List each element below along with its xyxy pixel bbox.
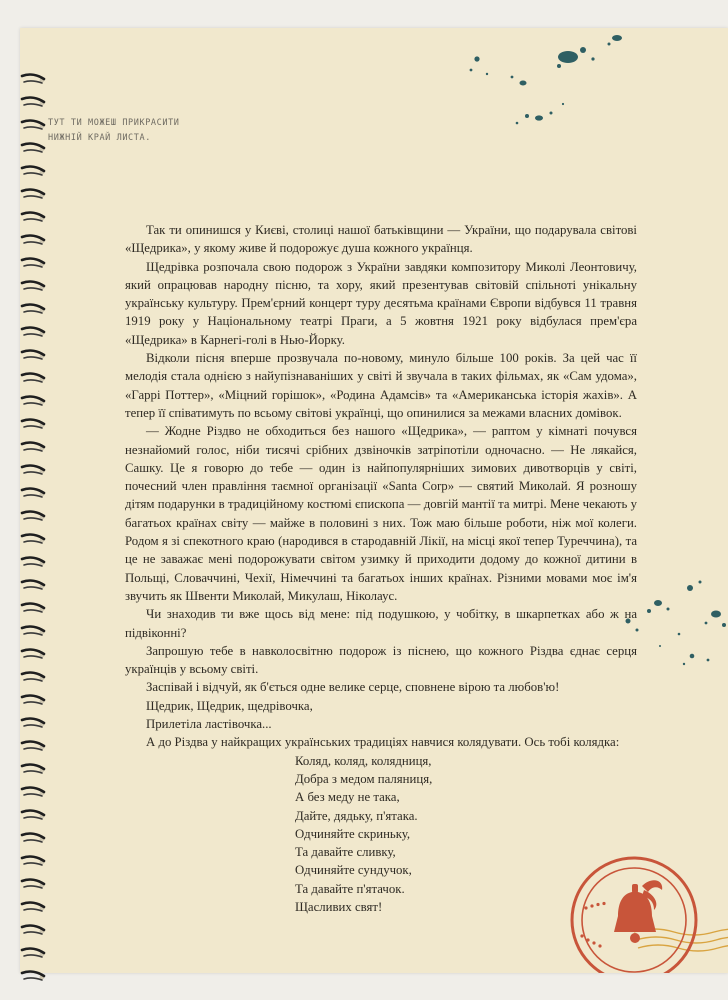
- paragraph-carol-intro: А до Різдва у найкращих українських традиціях навчися колядувати. Ось тобі колядка:: [146, 735, 620, 750]
- paragraph-saint-nicholas: — Жодне Різдво не обходиться без нашого «Щедрика», — раптом у кімнаті почувся незнайомий голос, ніби тисячі срібних дзвіночків затріпотіли одночасно. — Не лякайся, Сашку. Це я говорю до тебе — один із найпопулярніших зимових дивотворців у світі, почесний член правління таємної організації «Santa Corp» — святий Миколай. Я розношу дітям подарунки в традиційному костюмі єпископа — довгій мантії та митрі. Мене чекають у багатьох країнах світу — майже в половині з них. Тож маю більше роботи, ніж мої колеги. Родом я зі спекотного краю (народився в стародавній Лікії, на місці якої тепер Туреччина), та це не заважає мені подорожувати світом узимку й приходити додому до кожної дитини в Польщі, Словаччині, Чехії, Німеччині та багатьох інших країнах. Різними мовами моє ім'я звучить як Швенти Миколай, Микулаш, Ніколаус.: [125, 424, 637, 603]
- spiral-coil: [22, 811, 44, 819]
- spiral-coil: [22, 466, 44, 474]
- ink-splatter-icon: [465, 30, 630, 130]
- decorate-note-line-1: ТУТ ТИ МОЖЕШ ПРИКРАСИТИ: [48, 118, 180, 128]
- paragraph-question: Чи знаходив ти вже щось від мене: під подушкою, у чобітку, в шкарпетках або ж на підвіконні?: [125, 607, 637, 640]
- song-line-1: Щедрик, Щедрик, щедрівочка,: [146, 698, 313, 713]
- spiral-coil: [22, 604, 44, 612]
- spiral-coil: [22, 673, 44, 681]
- spiral-coil: [22, 834, 44, 842]
- spiral-coil: [22, 903, 44, 911]
- spiral-coil: [22, 236, 44, 244]
- spiral-binding-icon: [20, 68, 60, 998]
- spiral-coil: [22, 558, 44, 566]
- spiral-coil: [22, 742, 44, 750]
- spiral-coil: [22, 190, 44, 198]
- notebook-page: [20, 28, 728, 973]
- spiral-coil: [22, 581, 44, 589]
- spiral-coil: [22, 535, 44, 543]
- poem-line: Добра з медом паляниця,: [295, 771, 433, 786]
- spiral-coil: [22, 213, 44, 221]
- spiral-coil: [22, 765, 44, 773]
- spiral-coil: [22, 374, 44, 382]
- decorate-note: [48, 116, 180, 146]
- paragraph-journey: Щедрівка розпочала свою подорож з України завдяки композитору Миколі Леонтовичу, який опрацював народну пісню, та хору, який презентував світовій спільноті унікальну українську культуру. Прем'єрний концерт туру десятьма країнами Європи відбувся 11 травня 1919 року у Національному театрі Праги, а 5 жовтня 1921 року відбулася прем'єра «Щедрика» в Карнегі-голі в Нью-Йорку.: [125, 259, 637, 347]
- poem-line: Коляд, коляд, колядниця,: [295, 753, 432, 768]
- spiral-coil: [22, 121, 44, 129]
- spiral-coil: [22, 788, 44, 796]
- spiral-coil: [22, 167, 44, 175]
- spiral-coil: [22, 75, 44, 83]
- bell-postmark-icon: [564, 846, 728, 973]
- spiral-coil: [22, 305, 44, 313]
- spiral-coil: [22, 282, 44, 290]
- poem-line: Та давайте п'ятачок.: [295, 881, 405, 896]
- paragraph-century: Відколи пісня вперше прозвучала по-новому, минуло більше 100 років. За цей час її мелодія стала однією з найупізнаваніших у світі й звучала в таких фільмах, як «Сам удома», «Гаррі Поттер», «Міцний горішок», «Родина Адамсів» та «Американська історія жахів». А тепер її співатимуть по всьому світові українці, що опинилися за межами власних домівок.: [125, 351, 637, 420]
- letter-text: [125, 221, 637, 916]
- poem-line: Дайте, дядьку, п'ятака.: [295, 808, 418, 823]
- poem-line: Одчиняйте сундучок,: [295, 863, 412, 878]
- poem-line: Та давайте сливку,: [295, 845, 396, 860]
- spiral-coil: [22, 420, 44, 428]
- spiral-coil: [22, 650, 44, 658]
- spiral-coil: [22, 926, 44, 934]
- spiral-coil: [22, 328, 44, 336]
- spiral-coil: [22, 489, 44, 497]
- paragraph-kyiv: Так ти опинишся у Києві, столиці нашої батьківщини — України, що подарувала світові «Щедрика», у якому живе й подорожує душа кожного українця.: [125, 223, 637, 256]
- spiral-coil: [22, 351, 44, 359]
- paragraph-invitation: Запрошую тебе в навколосвітню подорож із піснею, що кожного Різдва єднає серця українців у всьому світі.: [125, 643, 637, 677]
- spiral-coil: [22, 972, 44, 980]
- decorate-note-line-2: НИЖНІЙ КРАЙ ЛИСТА.: [48, 133, 151, 143]
- spiral-coil: [22, 949, 44, 957]
- poem-line: Одчиняйте скриньку,: [295, 826, 411, 841]
- poem-line: А без меду не така,: [295, 790, 400, 805]
- spiral-coil: [22, 627, 44, 635]
- spiral-coil: [22, 259, 44, 267]
- song-line-2: Прилетіла ластівочка...: [146, 717, 272, 732]
- spiral-coil: [22, 443, 44, 451]
- spiral-coil: [22, 512, 44, 520]
- spiral-coil: [22, 880, 44, 888]
- spiral-coil: [22, 696, 44, 704]
- paragraph-sing: Заспівай і відчуй, як б'ється одне велике серце, сповнене вірою та любов'ю!: [146, 680, 560, 695]
- spiral-coil: [22, 98, 44, 106]
- spiral-coil: [22, 144, 44, 152]
- spiral-coil: [22, 857, 44, 865]
- spiral-coil: [22, 397, 44, 405]
- spiral-coil: [22, 719, 44, 727]
- poem-line-greeting: Щасливих свят!: [295, 899, 383, 914]
